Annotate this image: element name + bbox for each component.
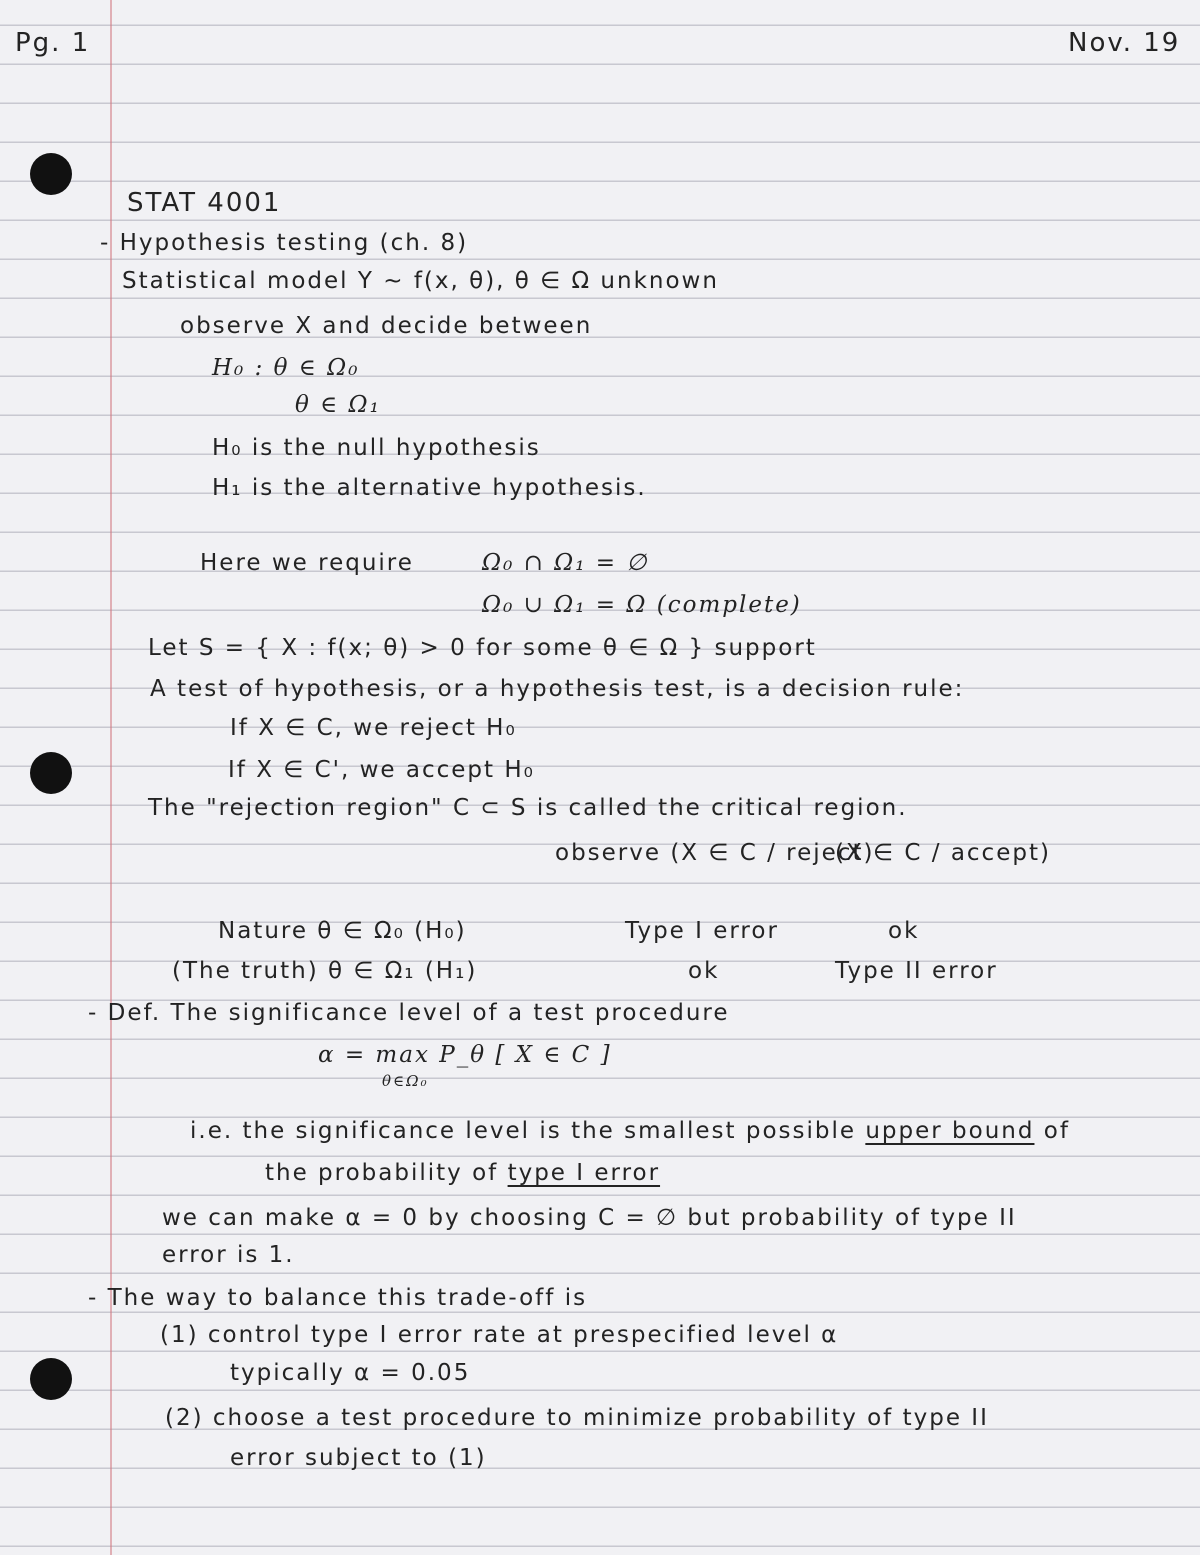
cell-ok-reject: ok — [688, 958, 720, 984]
type-i-error-underlined: type I error — [507, 1160, 661, 1186]
h1-set: θ ∈ Ω₁ — [295, 392, 381, 418]
significance-definition: - Def. The significance level of a test procedure — [88, 1000, 730, 1026]
probability-text: the probability of — [265, 1160, 508, 1186]
reject-rule: If X ∈ C, we reject H₀ — [230, 715, 517, 741]
alpha-formula: α = max P_θ [ X ∈ C ] — [318, 1042, 612, 1068]
balance-line: - The way to balance this trade-off is — [88, 1285, 588, 1311]
cell-ok-accept: ok — [888, 918, 920, 944]
alpha-subscript: θ∈Ω₀ — [382, 1072, 429, 1090]
punch-hole-top — [30, 153, 72, 195]
table-header-accept: (X ∈ C / accept) — [835, 840, 1051, 866]
null-hypothesis-def: H₀ is the null hypothesis — [212, 435, 541, 461]
topic-line: - Hypothesis testing (ch. 8) — [100, 230, 469, 256]
punch-hole-middle — [30, 752, 72, 794]
step-1: (1) control type I error rate at prespecified level α — [160, 1322, 839, 1348]
h0-set: H₀ : θ ∈ Ω₀ — [212, 355, 360, 381]
require-disjoint: Ω₀ ∩ Ω₁ = ∅ — [482, 550, 649, 576]
upper-bound-underlined: upper bound — [865, 1118, 1035, 1144]
zero-alpha-line: we can make α = 0 by choosing C = ∅ but probability of type II — [162, 1205, 1017, 1231]
step-2: (2) choose a test procedure to minimize probability of type II — [165, 1405, 989, 1431]
course-title: STAT 4001 — [127, 188, 282, 218]
ie-line — [190, 1118, 1070, 1144]
table-row-nature: Nature θ ∈ Ω₀ (H₀) — [218, 918, 467, 944]
cell-type-ii-error: Type II error — [835, 958, 998, 984]
observe-line: observe X and decide between — [180, 313, 593, 339]
punch-hole-bottom — [30, 1358, 72, 1400]
step-2-continued: error subject to (1) — [230, 1445, 487, 1471]
table-header-reject: observe (X ∈ C / reject) — [555, 840, 875, 866]
test-definition: A test of hypothesis, or a hypothesis test, is a decision rule: — [150, 676, 965, 702]
model-line: Statistical model Y ~ f(x, θ), θ ∈ Ω unknown — [122, 268, 719, 294]
probability-line — [265, 1160, 660, 1186]
cell-type-i-error: Type I error — [625, 918, 779, 944]
ie-text-start: i.e. the significance level is the smallest possible — [190, 1118, 866, 1144]
ie-text-end: of — [1034, 1118, 1070, 1144]
critical-region-def: The "rejection region" C ⊂ S is called the critical region. — [148, 795, 908, 821]
typical-alpha: typically α = 0.05 — [230, 1360, 471, 1386]
require-complete: Ω₀ ∪ Ω₁ = Ω (complete) — [482, 592, 802, 618]
support-definition: Let S = { X : f(x; θ) > 0 for some θ ∈ Ω } support — [148, 635, 817, 661]
alternative-hypothesis-def: H₁ is the alternative hypothesis. — [212, 475, 647, 501]
zero-alpha-line-2: error is 1. — [162, 1242, 295, 1268]
page-number: Pg. 1 — [15, 28, 91, 58]
table-row-truth: (The truth) θ ∈ Ω₁ (H₁) — [172, 958, 478, 984]
date: Nov. 19 — [1068, 28, 1181, 58]
require-label: Here we require — [200, 550, 414, 576]
accept-rule: If X ∈ C', we accept H₀ — [228, 757, 535, 783]
